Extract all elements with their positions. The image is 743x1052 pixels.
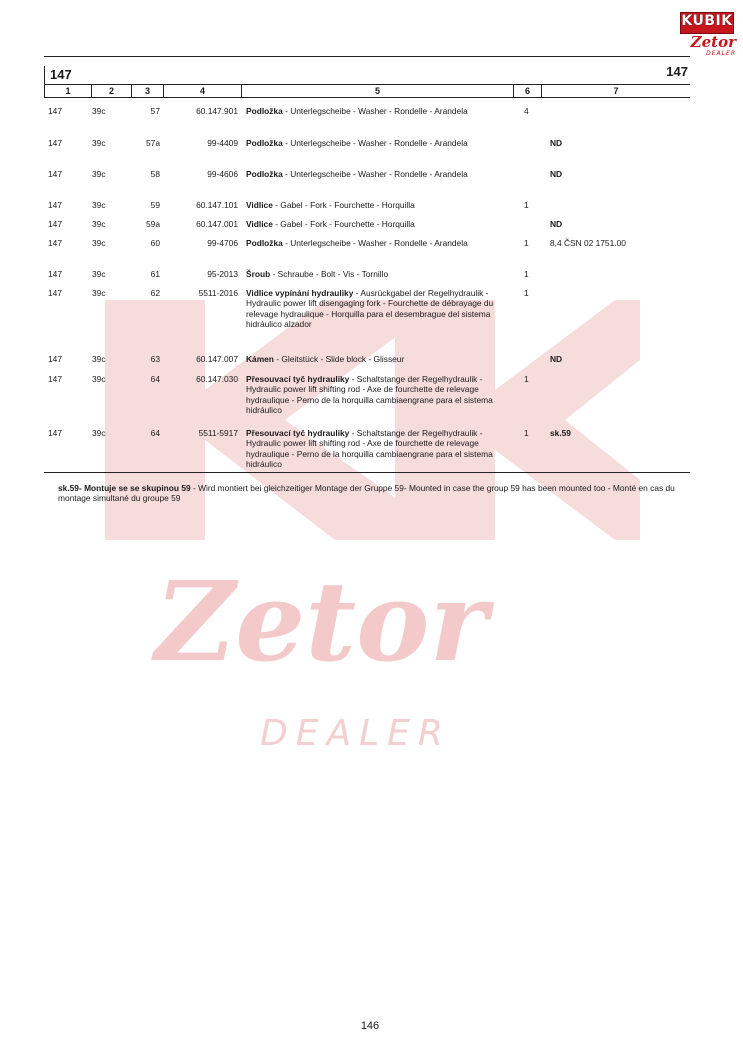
cell-position: 64 bbox=[150, 374, 160, 384]
description-name: Podložka bbox=[246, 106, 283, 116]
cell-position: 62 bbox=[150, 288, 160, 298]
cell-description bbox=[246, 106, 496, 116]
cell-group: 147 bbox=[48, 169, 62, 179]
cell-quantity: 1 bbox=[524, 428, 529, 438]
cell-description bbox=[246, 374, 496, 416]
cell-figure: 39c bbox=[92, 200, 106, 210]
footnote-code: sk.59- Montuje se se skupinou 59 bbox=[58, 483, 191, 493]
cell-group: 147 bbox=[48, 269, 62, 279]
cell-quantity: 4 bbox=[524, 106, 529, 116]
column-header-row bbox=[44, 84, 690, 98]
cell-description bbox=[246, 200, 496, 210]
description-translations: - Schaltstange der Regelhydraulik - Hydraulic power lift shifting rod - Axe de fourchette de relevage hydraulique - Perno de la horquilla cambiaengrane para el sistema hidráulico bbox=[246, 374, 493, 416]
cell-figure: 39c bbox=[92, 354, 106, 364]
cell-part-number: 5511-5917 bbox=[198, 428, 238, 438]
zetor-dealer-watermark bbox=[95, 300, 655, 760]
description-name: Přesouvací tyč hydrauliky bbox=[246, 374, 350, 384]
cell-description bbox=[246, 428, 496, 470]
cell-group: 147 bbox=[48, 288, 62, 298]
description-name: Vidlice vypínání hydrauliky bbox=[246, 288, 354, 298]
cell-figure: 39c bbox=[92, 106, 106, 116]
column-header-7: 7 bbox=[613, 86, 619, 96]
cell-figure: 39c bbox=[92, 169, 106, 179]
cell-part-number: 60.147.001 bbox=[196, 219, 238, 229]
description-translations: - Unterlegscheibe - Washer - Rondelle - Arandela bbox=[282, 138, 468, 148]
cell-position: 61 bbox=[150, 269, 160, 279]
cell-group: 147 bbox=[48, 219, 62, 229]
description-translations: - Schraube - Bolt - Vis - Tornillo bbox=[270, 269, 389, 279]
table-bottom-rule bbox=[44, 472, 690, 473]
cell-part-number: 60.147.030 bbox=[196, 374, 238, 384]
cell-description bbox=[246, 238, 496, 248]
cell-figure: 39c bbox=[92, 238, 106, 248]
cell-quantity: 1 bbox=[524, 238, 529, 248]
cell-group: 147 bbox=[48, 374, 62, 384]
cell-position: 60 bbox=[150, 238, 160, 248]
description-name: Vidlice bbox=[246, 219, 273, 229]
cell-description bbox=[246, 288, 496, 330]
cell-part-number: 60.147.101 bbox=[196, 200, 238, 210]
cell-quantity: 1 bbox=[524, 200, 529, 210]
cell-figure: 39c bbox=[92, 288, 106, 298]
cell-group: 147 bbox=[48, 428, 62, 438]
cell-position: 57 bbox=[150, 106, 160, 116]
cell-group: 147 bbox=[48, 354, 62, 364]
cell-description bbox=[246, 219, 496, 229]
cell-part-number: 5511-2016 bbox=[198, 288, 238, 298]
column-header-6: 6 bbox=[514, 85, 542, 97]
cell-position: 59a bbox=[146, 219, 160, 229]
watermark-brand-text: Zetor bbox=[155, 557, 488, 686]
group-number-left: 147 bbox=[50, 67, 72, 82]
description-translations: - Gabel - Fork - Fourchette - Horquilla bbox=[272, 219, 415, 229]
cell-figure: 39c bbox=[92, 138, 106, 148]
description-translations: - Schaltstange der Regelhydraulik - Hydraulic power lift shifting rod - Axe de fourchette de relevage hydraulique - Perno de la horquilla cambiaengrane para el sistema hidráulico bbox=[246, 428, 493, 470]
cell-quantity: 1 bbox=[524, 288, 529, 298]
cell-note: ND bbox=[550, 219, 563, 229]
cell-note: sk.59 bbox=[550, 428, 571, 438]
description-translations: - Gleitstück - Slide block - Glisseur bbox=[273, 354, 405, 364]
cell-quantity: 1 bbox=[524, 269, 529, 279]
cell-description bbox=[246, 354, 496, 364]
footnote bbox=[58, 483, 698, 504]
cell-description bbox=[246, 269, 496, 279]
description-translations: - Unterlegscheibe - Washer - Rondelle - Arandela bbox=[282, 169, 468, 179]
cell-part-number: 99-4409 bbox=[207, 138, 238, 148]
cell-note: ND bbox=[550, 138, 563, 148]
cell-part-number: 99-4606 bbox=[207, 169, 238, 179]
cell-description bbox=[246, 169, 496, 179]
cell-part-number: 95-2013 bbox=[207, 269, 238, 279]
kubik-zetor-logo bbox=[680, 12, 736, 60]
cell-figure: 39c bbox=[92, 219, 106, 229]
column-header-4: 4 bbox=[164, 85, 242, 97]
cell-part-number: 99-4706 bbox=[207, 238, 238, 248]
description-translations: - Unterlegscheibe - Washer - Rondelle - Arandela bbox=[282, 238, 468, 248]
description-name: Vidlice bbox=[246, 200, 273, 210]
column-header-2: 2 bbox=[92, 85, 132, 97]
cell-note: ND bbox=[550, 354, 563, 364]
cell-description bbox=[246, 138, 496, 148]
description-translations: - Gabel - Fork - Fourchette - Horquilla bbox=[272, 200, 415, 210]
description-name: Šroub bbox=[246, 269, 271, 279]
cell-position: 64 bbox=[150, 428, 160, 438]
cell-group: 147 bbox=[48, 138, 62, 148]
description-name: Přesouvací tyč hydrauliky bbox=[246, 428, 350, 438]
description-name: Podložka bbox=[246, 138, 283, 148]
cell-part-number: 60.147.007 bbox=[196, 354, 238, 364]
dealer-logo-text: DEALER bbox=[706, 50, 736, 57]
description-name: Podložka bbox=[246, 238, 283, 248]
column-header-3: 3 bbox=[132, 85, 164, 97]
cell-note: 8,4 ČSN 02 1751.00 bbox=[550, 238, 626, 248]
cell-figure: 39c bbox=[92, 374, 106, 384]
cell-group: 147 bbox=[48, 106, 62, 116]
cell-figure: 39c bbox=[92, 428, 106, 438]
description-translations: - Unterlegscheibe - Washer - Rondelle - Arandela bbox=[282, 106, 468, 116]
cell-position: 57a bbox=[146, 138, 160, 148]
column-header-1: 1 bbox=[44, 85, 92, 97]
column-header-5: 5 bbox=[242, 85, 514, 97]
cell-position: 63 bbox=[150, 354, 160, 364]
description-name: Podložka bbox=[246, 169, 283, 179]
kubik-logo-text: KUBIK bbox=[681, 13, 733, 29]
zetor-logo-text: Zetor bbox=[690, 33, 736, 51]
page-number: 146 bbox=[360, 1020, 380, 1032]
cell-note: ND bbox=[550, 169, 563, 179]
cell-position: 58 bbox=[150, 169, 160, 179]
group-number-right: 147 bbox=[666, 64, 688, 79]
description-name: Kámen bbox=[246, 354, 274, 364]
cell-position: 59 bbox=[150, 200, 160, 210]
cell-part-number: 60.147.901 bbox=[196, 106, 238, 116]
cell-group: 147 bbox=[48, 200, 62, 210]
cell-quantity: 1 bbox=[524, 374, 529, 384]
cell-group: 147 bbox=[48, 238, 62, 248]
footnote-text: - Wird montiert bei gleichzeitiger Montage der Gruppe 59- Mounted in case the group 59 has been mounted too - Monté en cas du montage simultané du groupe 59 bbox=[58, 483, 675, 504]
description-translations: - Ausrückgabel der Regelhydraulik - Hydraulic power lift disengaging fork - Fourchette de débrayage du relevage hydraulique - Horquilla para el desembrague del sistema hidráulico alzador bbox=[246, 288, 494, 330]
cell-figure: 39c bbox=[92, 269, 106, 279]
watermark-tag-text: DEALER bbox=[260, 713, 451, 754]
